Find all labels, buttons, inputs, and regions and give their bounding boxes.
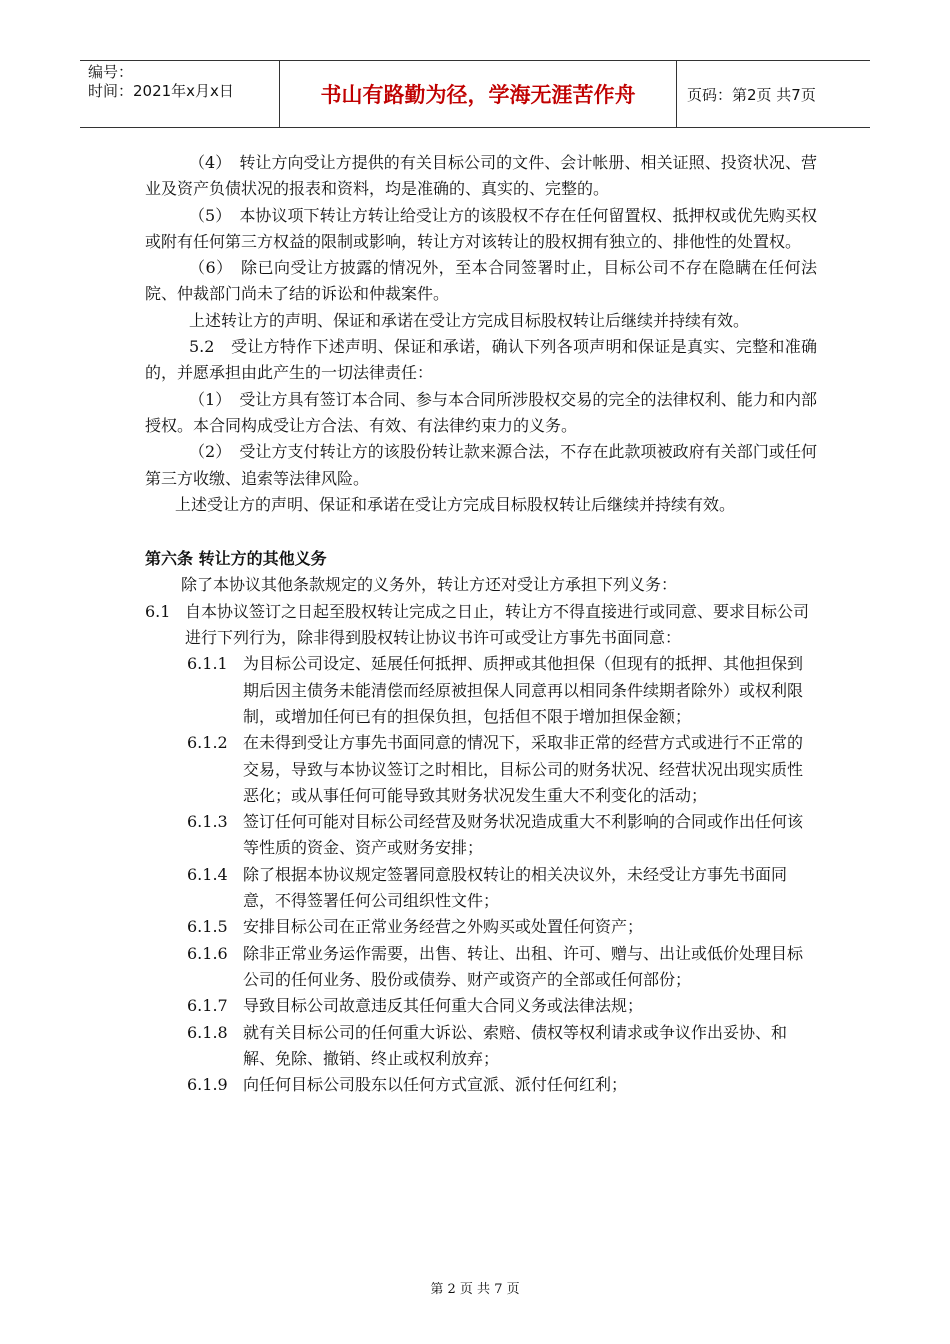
sub-clause-number: 6.1.1 [187,654,228,674]
sub-clause-6-1-5 [187,914,817,940]
clause-text: 自本协议签订之日起至股权转让完成之日止，转让方不得直接进行或同意、要求目标公司进行下列行为，除非得到股权转让协议书许可或受让方事先书面同意： [185,601,810,648]
paragraph-transferor-summary: 上述转让方的声明、保证和承诺在受让方完成目标股权转让后继续并持续有效。 [189,310,750,330]
sub-clause-6-1-4 [187,862,817,915]
sub-clause-number: 6.1.3 [187,812,228,832]
sub-clause-number: 6.1.6 [187,943,228,963]
paragraph-clause-6: （6） 除已向受让方披露的情况外，至本合同签署时止，目标公司不存在隐瞒在任何法院、仲裁部门尚未了结的诉讼和仲裁案件。 [145,258,817,304]
paragraph-clause-4: （4） 转让方向受让方提供的有关目标公司的文件、会计帐册、相关证照、投资状况、营业及资产负债状况的报表和资料，均是准确的、真实的、完整的。 [145,153,817,199]
section-6-title: 第六条 转让方的其他义务 [145,549,327,569]
sub-clause-number: 6.1.7 [187,996,228,1016]
document-body [145,150,817,1098]
document-time-label: 时间：2021年x月x日 [88,82,234,100]
sub-clause-text: 在未得到受让方事先书面同意的情况下，采取非正常的经营方式或进行不正常的交易，导致与本协议签订之时相比，目标公司的财务状况、经营状况出现实质性恶化；或从事任何可能导致其财务状况发生重大不利变化的活动； [243,733,804,805]
paragraph-transferee-1: （1） 受让方具有签订本合同、参与本合同所涉股权交易的完全的法律权利、能力和内部授权。本合同构成受让方合法、有效、有法律约束力的义务。 [145,389,817,435]
sub-clause-6-1-7 [187,993,817,1019]
sub-clause-text: 安排目标公司在正常业务经营之外购买或处置任何资产； [243,917,644,937]
sub-clause-text: 除非正常业务运作需要，出售、转让、出租、许可、赠与、出让或低价处理目标公司的任何业务、股份或债券、财产或资产的全部或任何部份； [243,943,804,989]
sub-clause-text: 除了根据本协议规定签署同意股权转让的相关决议外，未经受让方事先书面同意，不得签署任何公司组织性文件； [243,864,788,911]
sub-clause-text: 向任何目标公司股东以任何方式宣派、派付任何红利； [243,1075,628,1095]
sub-clause-text: 签订任何可能对目标公司经营及财务状况造成重大不利影响的合同或作出任何该等性质的资金、资产或财务安排； [243,812,804,858]
sub-clause-number: 6.1.9 [187,1075,228,1095]
paragraph-transferee-summary: 上述受让方的声明、保证和承诺在受让方完成目标股权转让后继续并持续有效。 [175,494,736,514]
paragraph-clause-5: （5） 本协议项下转让方转让给受让方的该股权不存在任何留置权、抵押权或优先购买权或附有任何第三方权益的限制或影响，转让方对该转让的股权拥有独立的、排他性的处置权。 [145,205,817,251]
sub-clause-number: 6.1.4 [187,864,228,884]
sub-clause-6-1-1 [187,651,817,730]
sub-clause-number: 6.1.5 [187,917,228,937]
sub-clause-6-1-9 [187,1072,817,1098]
section-6-intro: 除了本协议其他条款规定的义务外，转让方还对受让方承担下列义务： [181,575,678,595]
header-left-cell [80,61,280,127]
sub-clause-6-1-8 [187,1020,817,1073]
sub-clause-number: 6.1.8 [187,1022,228,1042]
sub-clause-text: 为目标公司设定、延展任何抵押、质押或其他担保（但现有的抵押、其他担保到期后因主债务未能清偿而经原被担保人同意再以相同条件续期者除外）或权利限制，或增加任何已有的担保负担，包括但不限于增加担保金额； [243,654,804,726]
header-motto: 书山有路勤为径，学海无涯苦作舟 [280,61,677,127]
clause-6-1 [145,599,817,652]
clause-number: 6.1 [145,601,171,621]
page-footer: 第 2 页 共 7 页 [430,1282,520,1297]
header-table [80,60,870,128]
header-page-info: 页码：第2页 共7页 [687,85,816,104]
paragraph-clause-5-2: 5.2 受让方特作下述声明、保证和承诺，确认下列各项声明和保证是真实、完整和准确的，并愿承担由此产生的一切法律责任： [145,337,817,383]
sub-clause-text: 就有关目标公司的任何重大诉讼、索赔、债权等权利请求或争议作出妥协、和解、免除、撤销、终止或权利放弃； [243,1022,788,1068]
sub-clause-number: 6.1.2 [187,733,228,753]
sub-clause-6-1-3 [187,809,817,862]
sub-clause-6-1-2 [187,730,817,809]
sub-clause-6-1-6 [187,941,817,994]
paragraph-transferee-2: （2） 受让方支付转让方的该股份转让款来源合法，不存在此款项被政府有关部门或任何第三方收缴、追索等法律风险。 [145,442,817,488]
sub-clause-text: 导致目标公司故意违反其任何重大合同义务或法律法规； [243,996,644,1016]
document-number-label: 编号： [88,63,134,81]
